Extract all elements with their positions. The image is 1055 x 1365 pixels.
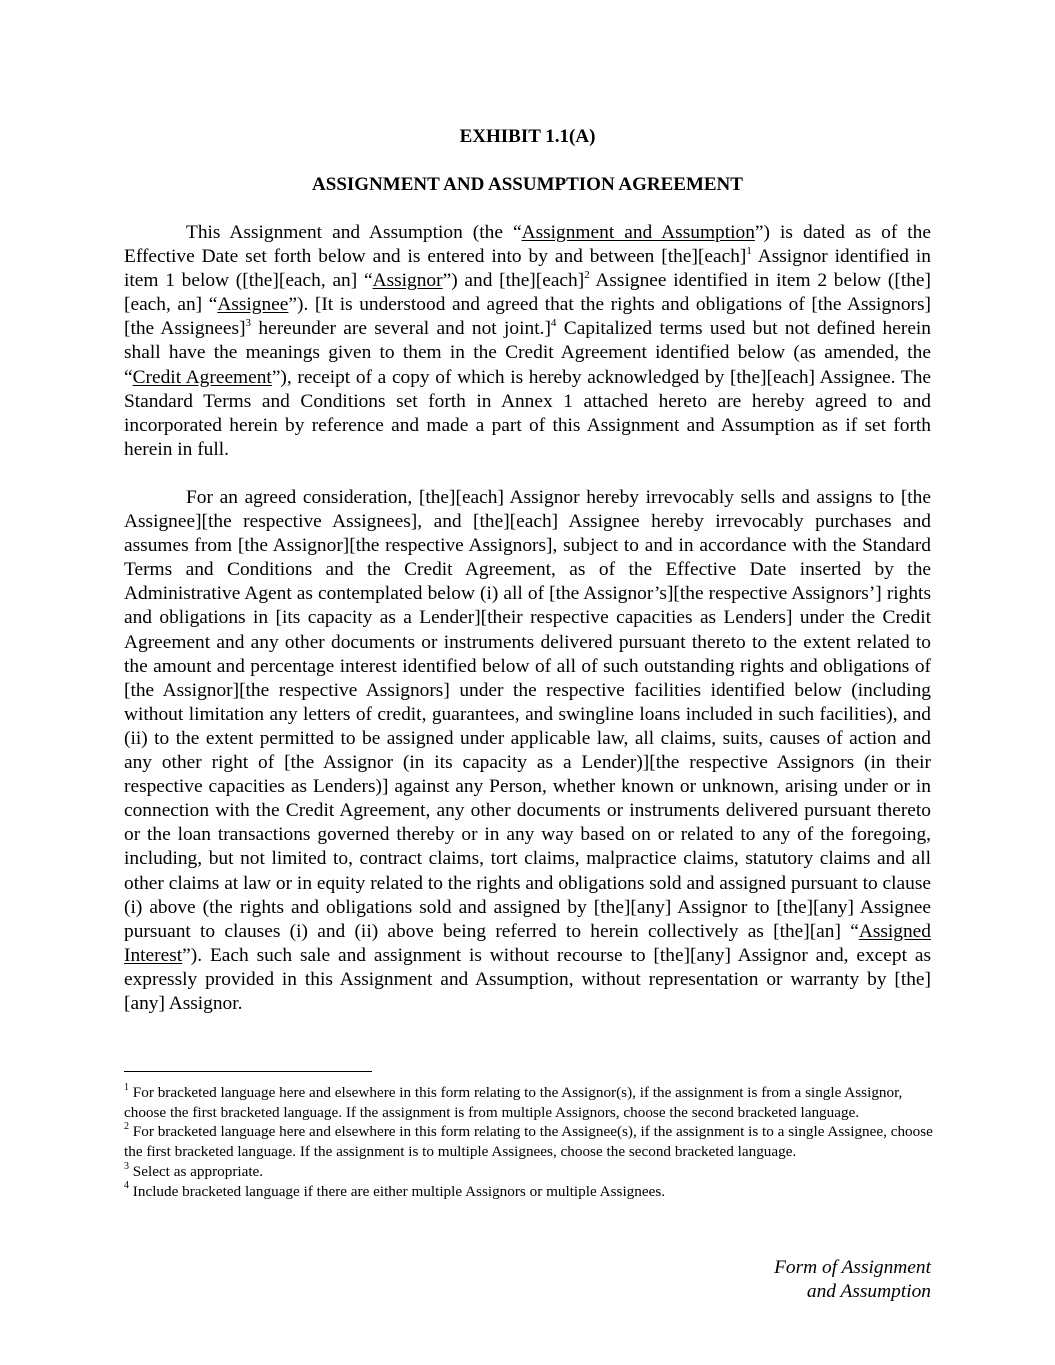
footer-line-2: and Assumption bbox=[806, 1281, 931, 1302]
footnote-number: 3 bbox=[124, 1160, 129, 1172]
para1-text: ”) and [the][each] bbox=[442, 270, 585, 292]
footnote-text: For bracketed language here and elsewhere in this form relating to the Assignee(s), if the assignment is to a single Assignee, choose the first bracketed language. If the assignment is to multiple Assignees, choose the second bracketed language. bbox=[124, 1123, 933, 1161]
footnote-number: 2 bbox=[124, 1121, 129, 1133]
footnote-4 bbox=[124, 1182, 934, 1202]
defined-term-assignee: Assignee bbox=[217, 294, 289, 316]
para1-text: Capitalized terms used but not defined herein shall have the meanings given to them in the Credit Agreement identified below (as amended, the “ bbox=[124, 318, 932, 388]
para2-text: ”). Each such sale and assignment is without recourse to [the][any] Assignor and, except as expressly provided in this Assignment and Assumption, without representation or warranty by [the][any] Assignor. bbox=[124, 944, 931, 1014]
para1-text: ”). [It is understood and agreed that the rights and obligations of [the Assignors][the Assignees] bbox=[124, 294, 931, 340]
para1-text: Assignor identified in item 1 below ([the][each, an] “ bbox=[124, 246, 931, 292]
page-footer bbox=[774, 1256, 931, 1304]
footnote-ref-4: 4 bbox=[550, 316, 557, 329]
footnote-number: 1 bbox=[124, 1081, 129, 1093]
para1-text: hereunder are several and not joint.] bbox=[251, 318, 551, 340]
defined-term-assigned-interest: Assigned Interest bbox=[124, 920, 931, 966]
paragraph-1 bbox=[124, 221, 931, 462]
para1-text: ”), receipt of a copy of which is hereby acknowledged by [the][each] Assignee. The Standard Terms and Conditions set forth in Annex 1 attached hereto are hereby agreed to and incorporated herein by reference and made a part of this Assignment and Assumption as if set forth herein in full. bbox=[124, 366, 931, 460]
defined-term-assignor: Assignor bbox=[372, 270, 443, 292]
footnote-number: 4 bbox=[124, 1180, 129, 1192]
footnote-3 bbox=[124, 1162, 934, 1182]
exhibit-title: EXHIBIT 1.1(A) bbox=[459, 126, 596, 147]
footnote-2 bbox=[124, 1122, 934, 1161]
paragraph-2 bbox=[124, 486, 931, 1016]
defined-term-credit-agreement: Credit Agreement bbox=[132, 366, 272, 388]
para1-text: ”) is dated as of the Effective Date set forth below and is entered into by and between [the][each] bbox=[124, 222, 931, 268]
footnotes bbox=[124, 1083, 934, 1201]
footnote-text: For bracketed language here and elsewhere in this form relating to the Assignor(s), if the assignment is from a single Assignor, choose the first bracketed language. If the assignment is from multiple Assignors, choose the second bracketed language. bbox=[124, 1084, 903, 1121]
para1-text: Assignee identified in item 2 below ([the][each, an] “ bbox=[124, 270, 931, 316]
footnote-text: Include bracketed language if there are either multiple Assignors or multiple Assignees. bbox=[129, 1182, 666, 1200]
defined-term-assignment-and-assumption: Assignment and Assumption bbox=[521, 222, 755, 243]
para1-text: This Assignment and Assumption (the “ bbox=[186, 222, 522, 243]
footnote-ref-3: 3 bbox=[245, 316, 252, 329]
agreement-title: ASSIGNMENT AND ASSUMPTION AGREEMENT bbox=[312, 174, 743, 195]
footnote-text: Select as appropriate. bbox=[129, 1162, 264, 1180]
footnote-ref-2: 2 bbox=[584, 268, 590, 281]
footnote-separator bbox=[124, 1071, 372, 1072]
para2-text: For an agreed consideration, [the][each] Assignor hereby irrevocably sells and assigns to [the Assignee][the respective Assignees], and [the][each] Assignee hereby irrevocably purchases and assumes from [the Assignor][the respective Assignors], subject to and in accordance with the Standard Terms and Conditions and the Credit Agreement, as of the Effective Date inserted by the Administrative Agent as contemplated below (i) all of [the Assignor’s][the respective Assignors’] rights and obligations in [its capacity as a Lender][their respective capacities as Lenders] under the Credit Agreement and any other documents or instruments delivered pursuant thereto to the extent related to the amount and percentage interest identified below of all of such outstanding rights and obligations of [the Assignor][the respective Assignors] under the respective facilities identified below (including without limitation any letters of credit, guarantees, and swingline loans included in such facilities), and (ii) to the extent permitted to be assigned under applicable law, all claims, suits, causes of action and any other right of [the Assignor (in its capacity as a Lender)][the respective Assignors (in their respective capacities as Lenders)] against any Person, whether known or unknown, arising under or in connection with the Credit Agreement, any other documents or instruments delivered pursuant thereto or the loan transactions governed thereby or in any way based on or related to any of the foregoing, including, but not limited to, contract claims, tort claims, malpractice claims, statutory claims and all other claims at law or in equity related to the rights and obligations sold and assigned pursuant to clause (i) above (the rights and obligations sold and assigned by [the][any] Assignor to [the][any] Assignee pursuant to clauses (i) and (ii) above being referred to herein collectively as [the][an] “ bbox=[124, 487, 931, 942]
footnote-ref-1: 1 bbox=[746, 244, 752, 257]
footer-line-1: Form of Assignment bbox=[774, 1257, 931, 1278]
footnote-1 bbox=[124, 1083, 934, 1122]
